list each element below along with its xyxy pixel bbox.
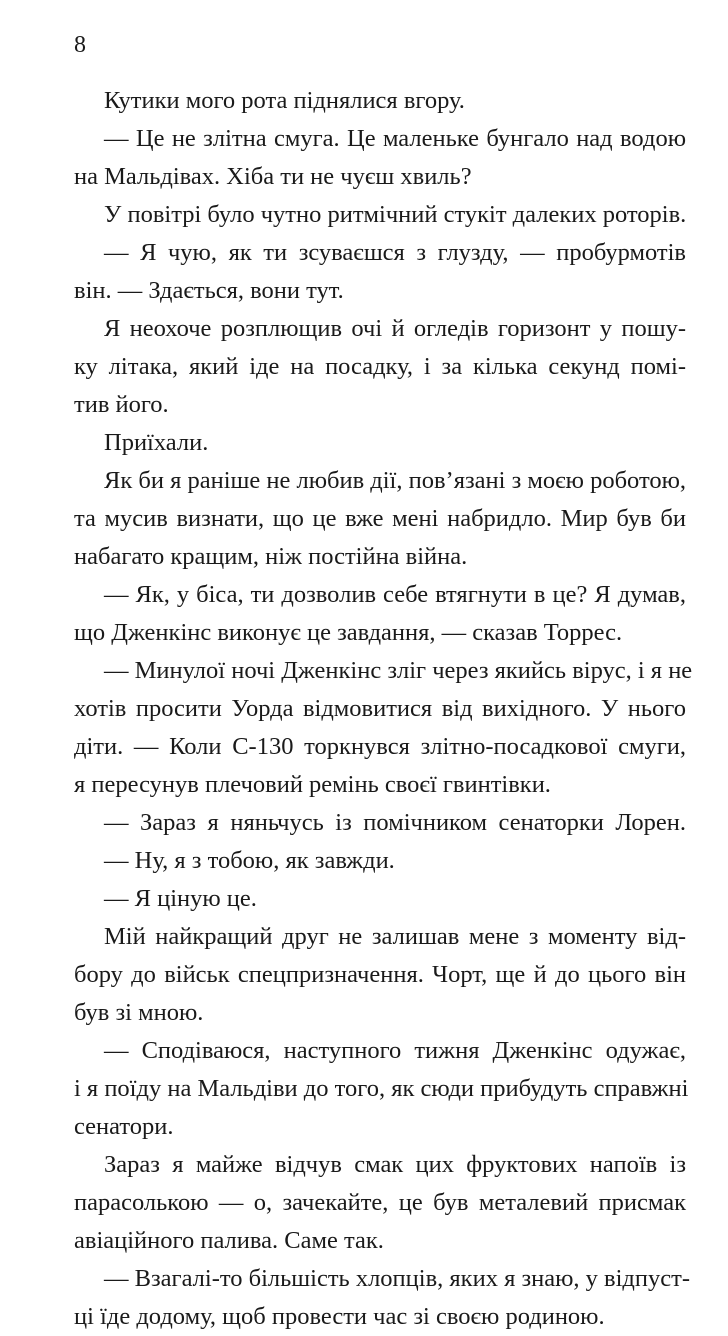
text-line: — Я ціную це. [104, 885, 257, 912]
text-line: діти. — Коли С-130 торкнувся злітно-посадкової смуги, [74, 733, 686, 760]
text-line: ці їде додому, щоб провести час зі своєю родиною. [74, 1303, 605, 1330]
text-line: — Минулої ночі Дженкінс зліг через якийсь вірус, і я не [104, 657, 693, 684]
text-line: сенатори. [74, 1113, 174, 1140]
text-line: — Сподіваюся, наступного тижня Дженкінс одужає, [104, 1037, 686, 1064]
text-line: що Дженкінс виконує це завдання, — сказав Торрес. [74, 619, 623, 646]
text-line: — Зараз я няньчусь із помічником сенаторки Лорен. [104, 809, 686, 836]
text-line: Мій найкращий друг не залишав мене з моменту від- [104, 923, 686, 950]
body-text [74, 82, 693, 1336]
text-line: і я поїду на Мальдіви до того, як сюди прибудуть справжні [74, 1075, 689, 1102]
text-line: набагато кращим, ніж постійна війна. [74, 543, 468, 570]
text-line: я пересунув плечовий ремінь своєї гвинтівки. [74, 771, 551, 798]
text-line: — Це не злітна смуга. Це маленьке бунгало над водою [104, 125, 686, 152]
text-line: Приїхали. [104, 429, 209, 456]
text-line: на Мальдівах. Хіба ти не чуєш хвиль? [74, 163, 472, 190]
text-line: Кутики мого рота піднялися вгору. [104, 87, 465, 114]
text-line: — Взагалі-то більшість хлопців, яких я знаю, у відпуст- [104, 1265, 690, 1292]
text-line: У повітрі було чутно ритмічний стукіт далеких роторів. [104, 201, 687, 228]
text-line: — Ну, я з тобою, як завжди. [104, 847, 395, 874]
text-line: — Як, у біса, ти дозволив себе втягнути в це? Я думав, [104, 581, 686, 608]
text-line: бору до військ спецпризначення. Чорт, ще й до цього він [74, 961, 686, 988]
text-line: авіаційного палива. Саме так. [74, 1227, 384, 1254]
text-line: Я неохоче розплющив очі й огледів горизонт у пошу- [104, 315, 686, 342]
text-line: Як би я раніше не любив дії, пов’язані з моєю роботою, [104, 467, 687, 494]
text-line: ку літака, який іде на посадку, і за кілька секунд помі- [74, 353, 686, 380]
text-line: та мусив визнати, що це вже мені набридло. Мир був би [74, 505, 686, 532]
text-line: Зараз я майже відчув смак цих фруктових напоїв із [104, 1151, 686, 1178]
page-number: 8 [74, 32, 86, 58]
text-line: тив його. [74, 391, 169, 418]
text-line: був зі мною. [74, 999, 204, 1026]
text-line: хотів просити Уорда відмовитися від вихідного. У нього [74, 695, 686, 722]
text-line: парасолькою — о, зачекайте, це був металевий присмак [74, 1189, 686, 1216]
text-line: він. — Здається, вони тут. [74, 277, 344, 304]
text-line: — Я чую, як ти зсуваєшся з глузду, — пробурмотів [104, 239, 686, 266]
